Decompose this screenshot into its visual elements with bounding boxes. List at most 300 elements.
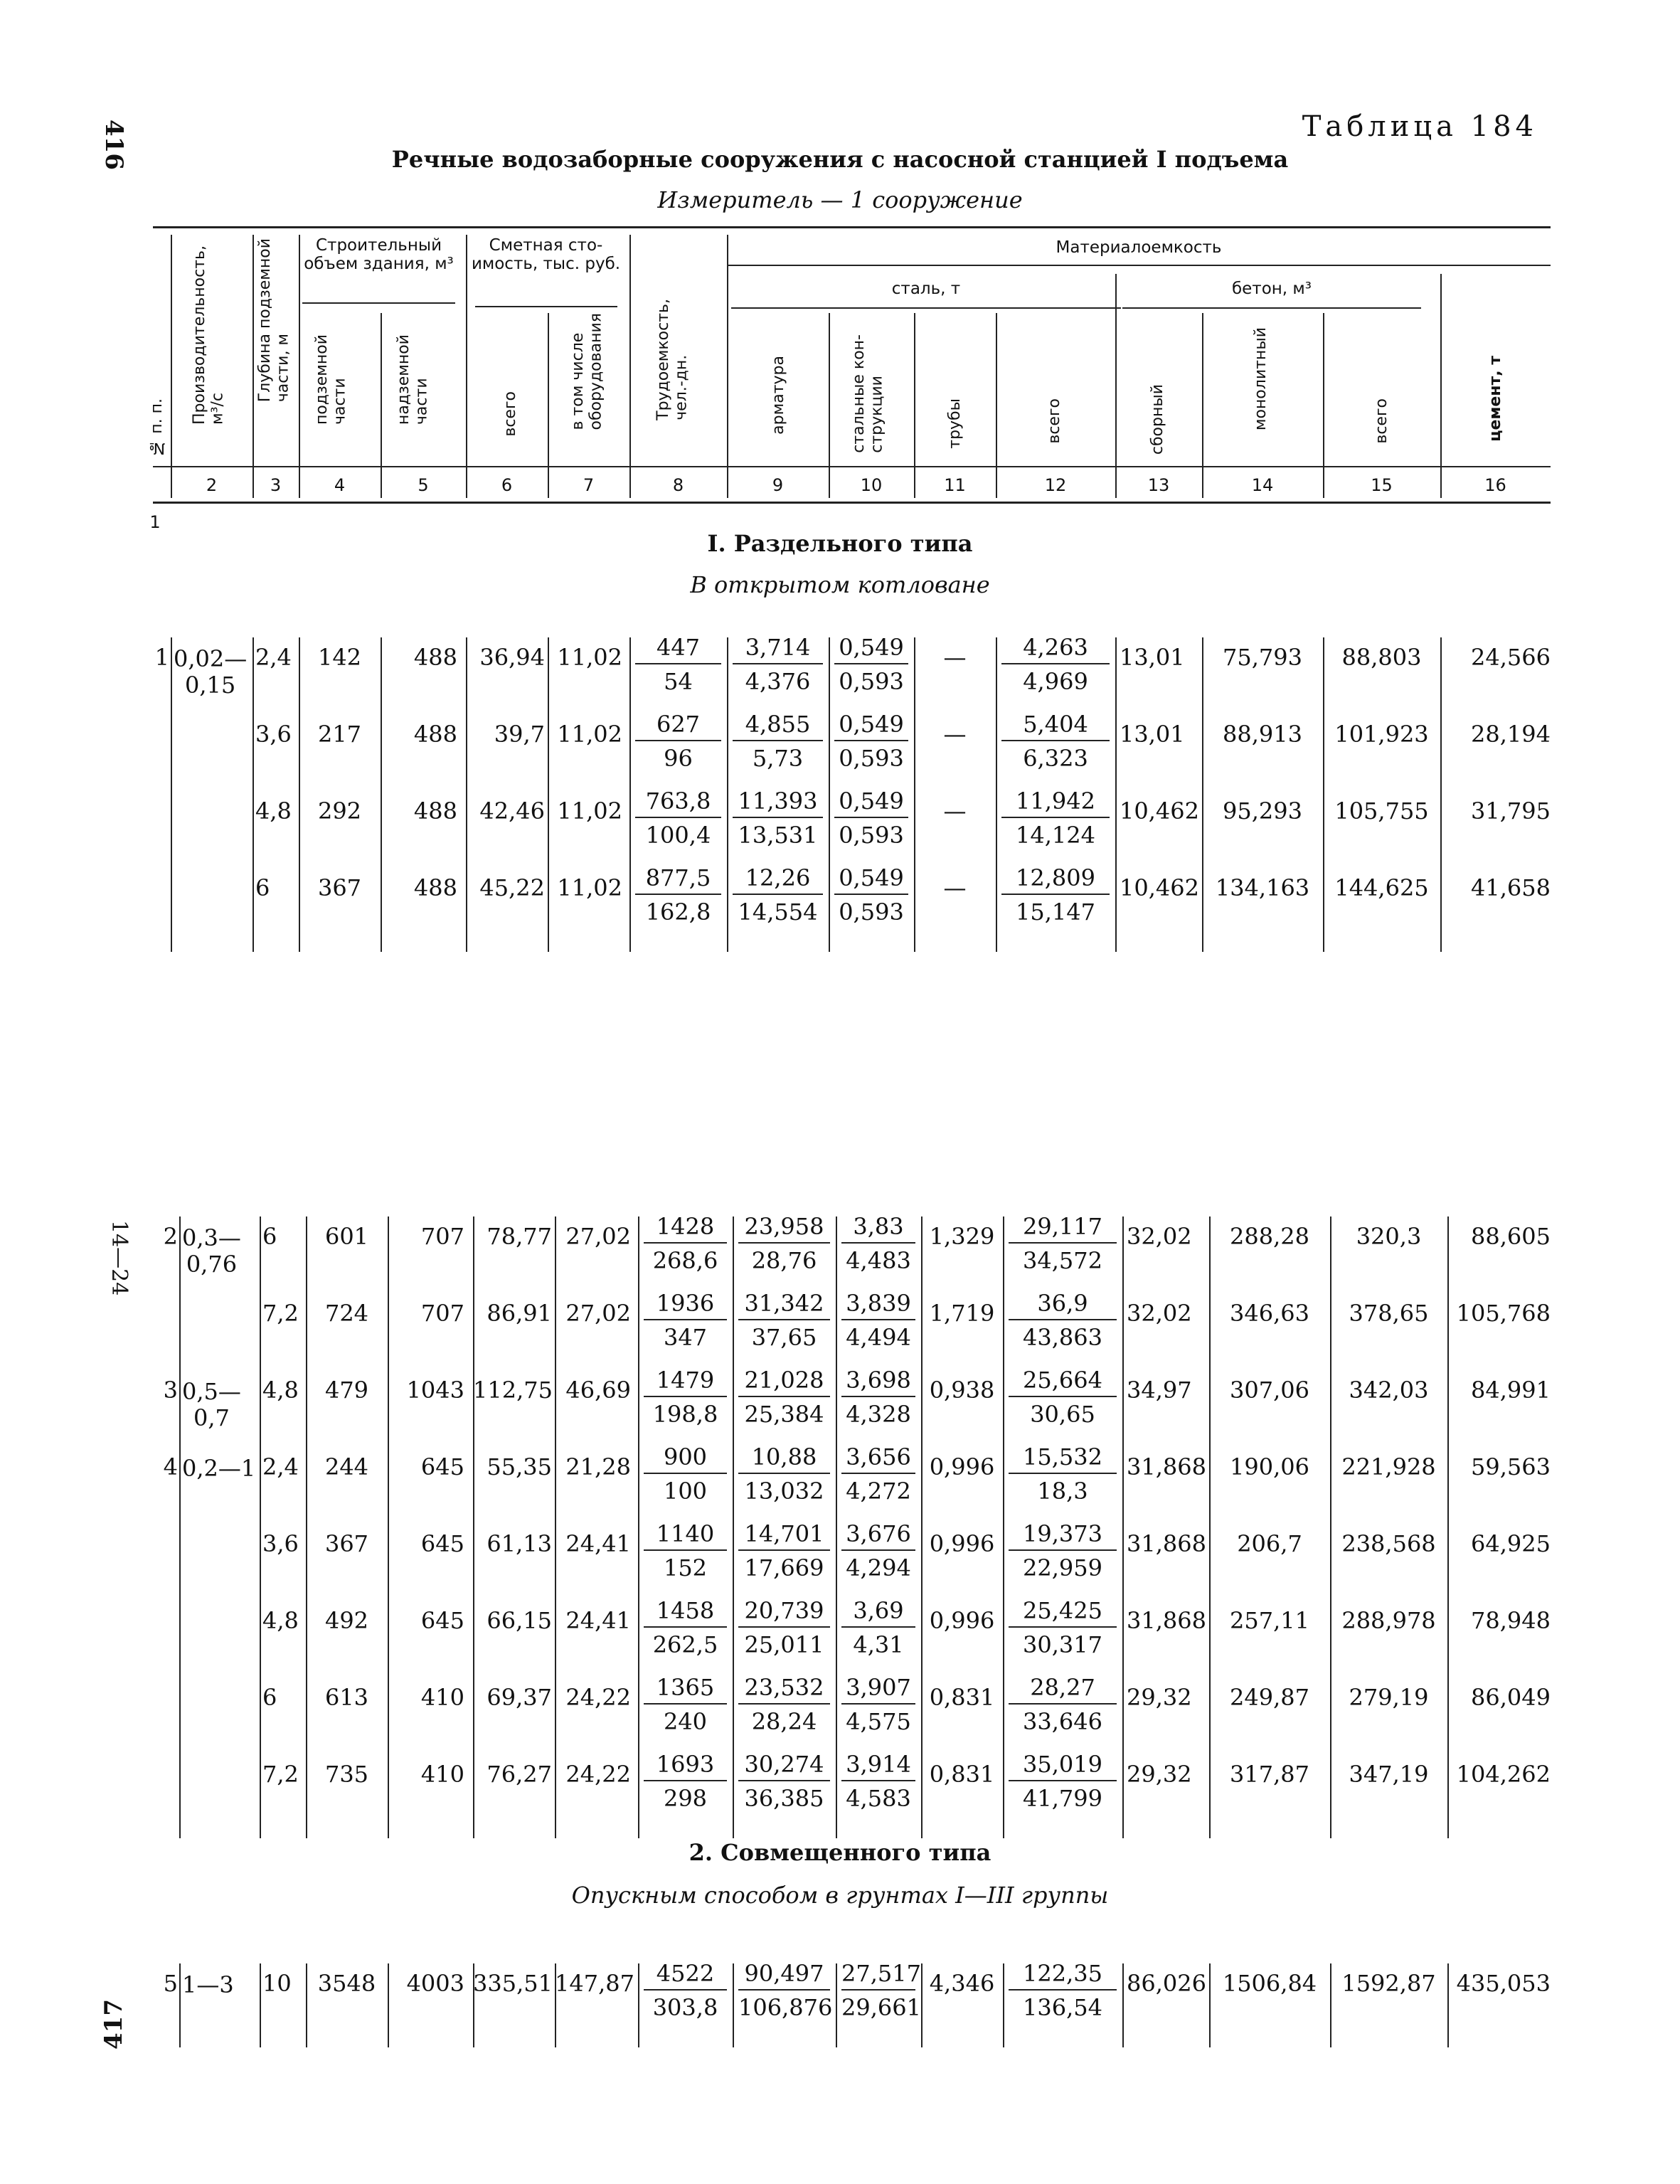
fraction-denominator: 30,317 — [1023, 1631, 1102, 1658]
cell-cement: 88,605 — [1471, 1223, 1551, 1250]
fraction-numerator: 25,664 — [1009, 1369, 1117, 1397]
cell-monolith: 88,913 — [1223, 721, 1302, 748]
cell-cost-total: 112,75 — [473, 1377, 553, 1404]
fraction-numerator: 3,714 — [733, 636, 823, 664]
fraction-denominator: 28,76 — [751, 1247, 817, 1274]
cell-prefab: 31,868 — [1127, 1607, 1206, 1634]
colnum-rule — [153, 502, 1551, 504]
cell-cost-equip: 11,02 — [557, 874, 622, 901]
header-col4: подземной части — [313, 334, 349, 425]
fraction-denominator: 303,8 — [652, 1994, 718, 2021]
col-number: 3 — [270, 475, 282, 495]
fraction-numerator: 1479 — [644, 1369, 727, 1397]
fraction-numerator: 3,698 — [841, 1369, 915, 1397]
cell-pipes: 0,831 — [929, 1761, 995, 1788]
cell-labor-fraction — [644, 1215, 727, 1272]
cell-no: 1 — [154, 644, 169, 671]
cell-monolith: 288,28 — [1230, 1223, 1309, 1250]
header-concrete-group: бетон, м³ — [1231, 280, 1312, 298]
fraction-numerator: 3,914 — [841, 1753, 915, 1781]
header-col10: стальные кон- струкции — [850, 334, 886, 453]
fraction-denominator: 347 — [663, 1324, 708, 1351]
fraction-numerator: 19,373 — [1009, 1522, 1117, 1551]
cell-pipes: 0,831 — [929, 1684, 995, 1711]
column-divider — [1003, 1963, 1004, 2047]
header-col2: Производительность, м³/с — [191, 245, 227, 425]
fraction-denominator: 106,876 — [738, 1994, 833, 2021]
cell-v-under: 613 — [324, 1684, 369, 1711]
cell-prefab: 13,01 — [1120, 721, 1185, 748]
fraction-numerator: 900 — [644, 1446, 727, 1474]
cell-labor-fraction — [635, 713, 721, 770]
fraction-numerator: 4522 — [644, 1962, 727, 1990]
volume-group-rule — [302, 302, 455, 304]
fraction-numerator: 447 — [635, 636, 721, 664]
column-divider — [733, 1963, 734, 2047]
cell-monolith: 206,7 — [1237, 1530, 1302, 1557]
fraction-denominator: 262,5 — [652, 1631, 718, 1658]
concrete-group-rule — [1122, 307, 1421, 309]
table-title: Речные водозаборные сооружения с насосной станцией I подъема — [391, 146, 1289, 173]
fraction-numerator: 12,809 — [1001, 866, 1110, 895]
cell-cost-total: 42,46 — [479, 797, 545, 825]
cell-prod: 0,02— 0,15 — [174, 645, 248, 699]
cell-steel-total-fraction — [1009, 1522, 1117, 1579]
fraction-denominator: 18,3 — [1037, 1478, 1088, 1505]
cell-v-above: 707 — [420, 1300, 464, 1327]
cost-group-rule — [475, 306, 617, 307]
cell-armature-fraction — [733, 713, 823, 770]
header-col1: № п. п. — [148, 398, 166, 457]
cell-prefab: 32,02 — [1127, 1223, 1192, 1250]
cell-monolith: 249,87 — [1230, 1684, 1309, 1711]
column-divider — [629, 637, 631, 952]
fraction-numerator: 25,425 — [1009, 1599, 1117, 1628]
column-divider — [466, 637, 467, 952]
header-divider — [299, 235, 300, 498]
cell-pipes: — — [943, 721, 967, 748]
cell-cement: 84,991 — [1471, 1377, 1551, 1404]
fraction-numerator: 1365 — [644, 1676, 727, 1705]
cell-prod: 1—3 — [182, 1971, 234, 1998]
col-number: 6 — [501, 475, 513, 495]
cell-depth: 6 — [255, 874, 270, 901]
fraction-denominator: 34,572 — [1023, 1247, 1102, 1274]
cell-concrete-total: 342,03 — [1349, 1377, 1429, 1404]
cell-depth: 2,4 — [255, 644, 292, 671]
fraction-denominator: 36,385 — [744, 1785, 824, 1812]
header-col12: всего — [1046, 398, 1063, 444]
column-divider — [836, 1216, 837, 1838]
fraction-denominator: 37,65 — [751, 1324, 817, 1351]
header-col15: всего — [1373, 398, 1391, 444]
cell-steel-total-fraction — [1009, 1443, 1117, 1505]
column-divider — [829, 637, 830, 952]
fraction-denominator: 4,294 — [846, 1554, 911, 1581]
cell-monolith: 134,163 — [1215, 874, 1310, 901]
cell-cement: 59,563 — [1471, 1453, 1551, 1480]
cell-cost-total: 36,94 — [479, 644, 545, 671]
fraction-numerator: 3,676 — [841, 1522, 915, 1551]
cell-steel-struct-fraction — [841, 1443, 915, 1505]
cell-steel-struct-fraction — [834, 636, 908, 693]
fraction-numerator: 23,532 — [738, 1676, 830, 1705]
fraction-denominator: 22,959 — [1023, 1554, 1102, 1581]
header-col9: арматура — [770, 356, 787, 435]
fraction-denominator: 6,323 — [1023, 745, 1088, 772]
side-code: 14—24 — [107, 1220, 132, 1296]
cell-v-above: 645 — [420, 1607, 464, 1634]
cell-cost-equip: 11,02 — [557, 721, 622, 748]
fraction-numerator: 31,342 — [738, 1292, 830, 1320]
cell-pipes: — — [943, 644, 967, 671]
steel-group-rule — [731, 307, 1121, 309]
header-col16: цемент, т — [1487, 356, 1504, 442]
section-1-subtitle: В открытом котловане — [690, 571, 990, 598]
header-col6: всего — [501, 391, 519, 437]
cell-prefab: 86,026 — [1127, 1970, 1206, 1997]
cell-v-under: 292 — [317, 797, 362, 825]
fraction-denominator: 240 — [663, 1708, 708, 1735]
header-divider — [1323, 313, 1324, 498]
col-number: 8 — [672, 475, 684, 495]
header-divider — [548, 313, 549, 498]
cell-concrete-total: 88,803 — [1341, 644, 1422, 671]
material-group-rule — [727, 265, 1551, 266]
cell-armature-fraction — [738, 1676, 830, 1733]
fraction-denominator: 0,593 — [839, 822, 904, 849]
cell-labor-fraction — [644, 1676, 727, 1733]
cell-no: 4 — [163, 1453, 178, 1480]
cell-v-above: 410 — [420, 1684, 464, 1711]
cell-v-above: 645 — [420, 1453, 464, 1480]
cell-monolith: 95,293 — [1223, 797, 1302, 825]
cell-steel-struct-fraction — [834, 864, 908, 926]
fraction-numerator: 12,26 — [733, 866, 823, 895]
cell-steel-struct-fraction — [841, 1522, 915, 1579]
fraction-denominator: 14,554 — [738, 898, 818, 926]
cell-labor-fraction — [644, 1599, 727, 1656]
column-divider — [252, 637, 254, 952]
cell-cost-total: 78,77 — [487, 1223, 552, 1250]
fraction-denominator: 14,124 — [1016, 822, 1095, 849]
column-divider — [836, 1963, 837, 2047]
header-col14: монолитный — [1252, 327, 1270, 431]
cell-v-above: 488 — [413, 721, 457, 748]
cell-cement: 41,658 — [1471, 874, 1551, 901]
col-number: 7 — [583, 475, 595, 495]
fraction-denominator: 162,8 — [645, 898, 711, 926]
fraction-denominator: 4,969 — [1023, 668, 1088, 695]
cell-prod: 0,3— 0,76 — [182, 1224, 241, 1278]
cell-labor-fraction — [644, 1292, 727, 1349]
left-page-number: 416 — [100, 120, 128, 170]
fraction-denominator: 4,575 — [846, 1708, 911, 1735]
fraction-numerator: 4,855 — [733, 713, 823, 741]
cell-steel-total-fraction — [1009, 1215, 1117, 1272]
col-number: 1 — [149, 512, 161, 532]
cell-cost-total: 76,27 — [487, 1761, 552, 1788]
column-divider — [1003, 1216, 1004, 1838]
header-divider — [381, 313, 382, 498]
column-divider — [1115, 637, 1117, 952]
cell-depth: 10 — [262, 1970, 292, 1997]
cell-armature-fraction — [738, 1522, 830, 1579]
cell-v-above: 1043 — [406, 1377, 464, 1404]
cell-depth: 2,4 — [262, 1453, 299, 1480]
fraction-denominator: 4,328 — [846, 1401, 911, 1428]
col-number: 9 — [772, 475, 784, 495]
cell-prod: 0,2—1 — [182, 1455, 256, 1482]
column-divider — [638, 1963, 639, 2047]
fraction-numerator: 3,69 — [841, 1599, 915, 1628]
column-divider — [260, 1963, 261, 2047]
cell-cost-total: 335,51 — [473, 1970, 553, 1997]
cell-concrete-total: 378,65 — [1349, 1300, 1429, 1327]
fraction-numerator: 1693 — [644, 1753, 727, 1781]
fraction-numerator: 877,5 — [635, 866, 721, 895]
cell-v-above: 645 — [420, 1530, 464, 1557]
fraction-numerator: 0,549 — [834, 790, 908, 818]
header-bottom-rule — [153, 466, 1551, 467]
cell-cement: 78,948 — [1471, 1607, 1551, 1634]
cell-armature-fraction — [733, 864, 823, 926]
fraction-numerator: 28,27 — [1009, 1676, 1117, 1705]
fraction-denominator: 4,272 — [846, 1478, 911, 1505]
cell-pipes: — — [943, 797, 967, 825]
column-divider — [733, 1216, 734, 1838]
cell-v-under: 142 — [317, 644, 362, 671]
cell-prod: 0,5— 0,7 — [182, 1378, 241, 1431]
cell-concrete-total: 101,923 — [1334, 721, 1429, 748]
fraction-denominator: 25,011 — [744, 1631, 824, 1658]
fraction-denominator: 4,583 — [846, 1785, 911, 1812]
cell-labor-fraction — [635, 790, 721, 847]
cell-concrete-total: 144,625 — [1334, 874, 1429, 901]
fraction-denominator: 30,65 — [1030, 1401, 1095, 1428]
col-number: 12 — [1044, 475, 1067, 495]
cell-cement: 104,262 — [1456, 1761, 1551, 1788]
cell-concrete-total: 1592,87 — [1341, 1970, 1436, 1997]
header-divider — [914, 313, 915, 498]
table-label: Таблица 184 — [1302, 110, 1538, 143]
header-cost-group: Сметная сто- имость, тыс. руб. — [471, 236, 621, 274]
fraction-numerator: 3,839 — [841, 1292, 915, 1320]
fraction-numerator: 30,274 — [738, 1753, 830, 1781]
header-volume-group: Строительный объем здания, м³ — [304, 236, 454, 274]
cell-steel-total-fraction — [1001, 636, 1110, 693]
column-divider — [996, 637, 997, 952]
cell-steel-total-fraction — [1009, 1962, 1117, 2019]
fraction-denominator: 5,73 — [752, 745, 804, 772]
cell-steel-struct-fraction — [841, 1215, 915, 1272]
fraction-denominator: 25,384 — [744, 1401, 824, 1428]
cell-monolith: 1506,84 — [1222, 1970, 1317, 1997]
fraction-numerator: 23,958 — [738, 1215, 830, 1244]
cell-pipes: — — [943, 874, 967, 901]
cell-concrete-total: 288,978 — [1341, 1607, 1436, 1634]
column-divider — [1323, 637, 1324, 952]
cell-cost-equip: 21,28 — [565, 1453, 631, 1480]
fraction-numerator: 627 — [635, 713, 721, 741]
cell-cement: 28,194 — [1471, 721, 1551, 748]
header-divider — [829, 313, 830, 498]
fraction-numerator: 14,701 — [738, 1522, 830, 1551]
column-divider — [171, 637, 172, 952]
cell-cost-total: 61,13 — [487, 1530, 552, 1557]
fraction-numerator: 29,117 — [1009, 1215, 1117, 1244]
cell-depth: 3,6 — [262, 1530, 299, 1557]
cell-v-under: 724 — [324, 1300, 369, 1327]
fraction-numerator: 36,9 — [1009, 1292, 1117, 1320]
fraction-denominator: 33,646 — [1023, 1708, 1102, 1735]
fraction-numerator: 21,028 — [738, 1369, 830, 1397]
fraction-numerator: 1428 — [644, 1215, 727, 1244]
cell-pipes: 4,346 — [929, 1970, 995, 1997]
cell-armature-fraction — [738, 1292, 830, 1349]
cell-depth: 4,8 — [262, 1607, 299, 1634]
cell-monolith: 317,87 — [1230, 1761, 1309, 1788]
cell-labor-fraction — [644, 1753, 727, 1810]
fraction-numerator: 11,393 — [733, 790, 823, 818]
cell-cost-total: 39,7 — [494, 721, 545, 748]
fraction-numerator: 35,019 — [1009, 1753, 1117, 1781]
column-divider — [914, 637, 915, 952]
cell-steel-struct-fraction — [841, 1676, 915, 1733]
column-divider — [1122, 1963, 1124, 2047]
header-divider — [171, 235, 172, 498]
cell-v-under: 3548 — [317, 1970, 376, 1997]
cell-monolith: 346,63 — [1230, 1300, 1309, 1327]
cell-labor-fraction — [635, 864, 721, 926]
col-number: 15 — [1371, 475, 1393, 495]
cell-steel-struct-fraction — [841, 1599, 915, 1656]
fraction-numerator: 1140 — [644, 1522, 727, 1551]
fraction-denominator: 298 — [663, 1785, 708, 1812]
cell-cost-total: 55,35 — [487, 1453, 552, 1480]
cell-cost-equip: 24,22 — [565, 1761, 631, 1788]
fraction-denominator: 100 — [663, 1478, 708, 1505]
cell-labor-fraction — [644, 1443, 727, 1505]
column-divider — [638, 1216, 639, 1838]
cell-cement: 64,925 — [1471, 1530, 1551, 1557]
cell-steel-total-fraction — [1009, 1753, 1117, 1810]
cell-v-above: 488 — [413, 874, 457, 901]
cell-depth: 6 — [262, 1684, 277, 1711]
cell-prefab: 29,32 — [1127, 1684, 1192, 1711]
cell-no: 3 — [163, 1377, 178, 1404]
fraction-numerator: 0,549 — [834, 713, 908, 741]
cell-cost-total: 69,37 — [487, 1684, 552, 1711]
cell-prefab: 32,02 — [1127, 1300, 1192, 1327]
cell-concrete-total: 320,3 — [1356, 1223, 1422, 1250]
fraction-denominator: 4,31 — [853, 1631, 904, 1658]
fraction-numerator: 10,88 — [738, 1446, 830, 1474]
cell-steel-struct-fraction — [834, 713, 908, 770]
header-divider — [1440, 274, 1442, 498]
fraction-numerator: 90,497 — [738, 1962, 830, 1990]
column-divider — [381, 637, 382, 952]
cell-depth: 4,8 — [255, 797, 292, 825]
fraction-numerator: 1458 — [644, 1599, 727, 1628]
cell-cement: 435,053 — [1456, 1970, 1551, 1997]
header-col3: Глубина подземной части, м — [256, 238, 292, 403]
cell-cost-equip: 24,22 — [565, 1684, 631, 1711]
cell-prefab: 31,868 — [1127, 1530, 1206, 1557]
cell-v-above: 410 — [420, 1761, 464, 1788]
cell-v-under: 244 — [324, 1453, 369, 1480]
header-divider — [252, 235, 254, 498]
cell-v-under: 601 — [324, 1223, 369, 1250]
col-number: 4 — [334, 475, 346, 495]
cell-prefab: 10,462 — [1120, 874, 1199, 901]
cell-monolith: 257,11 — [1230, 1607, 1309, 1634]
fraction-denominator: 4,376 — [745, 668, 811, 695]
cell-prefab: 31,868 — [1127, 1453, 1206, 1480]
cell-steel-struct-fraction — [841, 1369, 915, 1426]
cell-v-under: 367 — [324, 1530, 369, 1557]
fraction-numerator: 4,263 — [1001, 636, 1110, 664]
cell-cost-total: 45,22 — [479, 874, 545, 901]
cell-armature-fraction — [738, 1215, 830, 1272]
cell-steel-total-fraction — [1009, 1676, 1117, 1733]
fraction-denominator: 268,6 — [652, 1247, 718, 1274]
cell-steel-total-fraction — [1009, 1369, 1117, 1426]
cell-steel-total-fraction — [1009, 1292, 1117, 1349]
cell-armature-fraction — [733, 790, 823, 847]
column-divider — [299, 637, 300, 952]
cell-armature-fraction — [738, 1960, 833, 2021]
fraction-numerator: 0,549 — [834, 866, 908, 895]
fraction-denominator: 17,669 — [744, 1554, 824, 1581]
cell-concrete-total: 238,568 — [1341, 1530, 1436, 1557]
right-page-number: 417 — [100, 1999, 128, 2050]
header-col8: Трудоемкость, чел.-дн. — [654, 299, 691, 420]
fraction-numerator: 20,739 — [738, 1599, 830, 1628]
cell-prefab: 34,97 — [1127, 1377, 1192, 1404]
cell-armature-fraction — [738, 1369, 830, 1426]
cell-cost-equip: 147,87 — [555, 1970, 634, 1997]
cell-steel-total-fraction — [1001, 864, 1110, 926]
fraction-denominator: 198,8 — [652, 1401, 718, 1428]
fraction-numerator: 15,532 — [1009, 1446, 1117, 1474]
column-divider — [1440, 637, 1442, 952]
cell-cost-equip: 11,02 — [557, 644, 622, 671]
cell-monolith: 190,06 — [1230, 1453, 1309, 1480]
cell-cost-equip: 24,41 — [565, 1530, 631, 1557]
cell-steel-total-fraction — [1001, 713, 1110, 770]
cell-v-above: 4003 — [406, 1970, 464, 1997]
fraction-denominator: 29,661 — [841, 1994, 921, 2021]
fraction-denominator: 28,24 — [751, 1708, 817, 1735]
section-2-subtitle: Опускным способом в грунтах I—III группы — [571, 1882, 1109, 1909]
cell-steel-total-fraction — [1009, 1599, 1117, 1656]
fraction-denominator: 15,147 — [1016, 898, 1095, 926]
cell-cost-equip: 27,02 — [565, 1300, 631, 1327]
fraction-denominator: 136,54 — [1023, 1994, 1102, 2021]
cell-depth: 6 — [262, 1223, 277, 1250]
header-divider — [1202, 313, 1203, 498]
cell-concrete-total: 279,19 — [1349, 1684, 1429, 1711]
fraction-numerator: 763,8 — [635, 790, 721, 818]
cell-cost-equip: 11,02 — [557, 797, 622, 825]
col-number: 11 — [944, 475, 966, 495]
cell-v-under: 217 — [317, 721, 362, 748]
header-divider — [996, 313, 997, 498]
cell-pipes: 0,996 — [929, 1453, 995, 1480]
cell-prefab: 29,32 — [1127, 1761, 1192, 1788]
cell-pipes: 1,329 — [929, 1223, 995, 1250]
